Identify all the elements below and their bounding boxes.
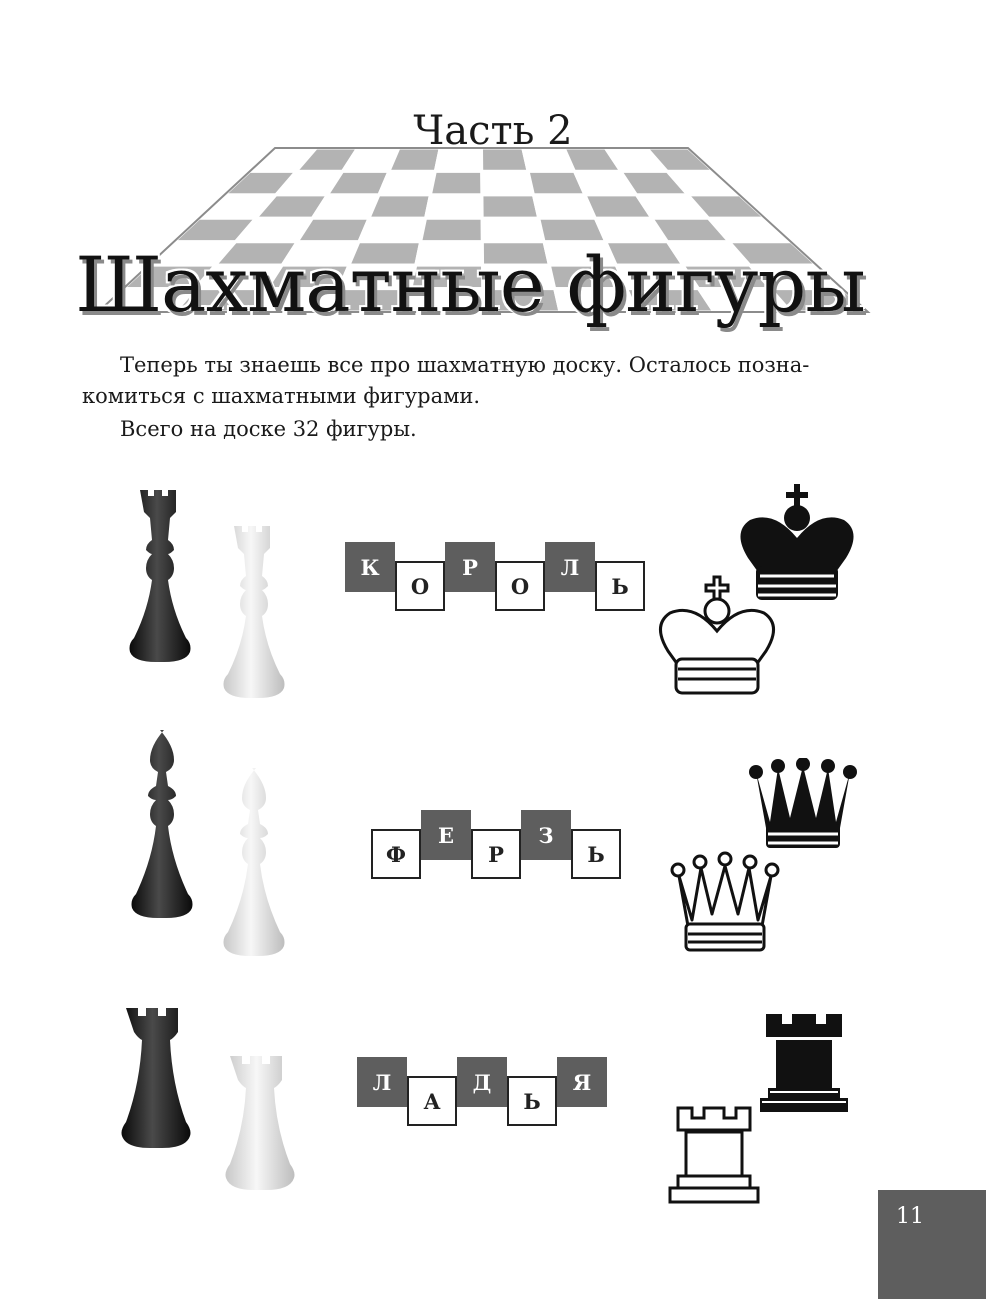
board-square (369, 195, 430, 218)
word-tile: Л (545, 542, 595, 592)
intro-line-2: комиться с шахматными фигурами. (82, 384, 481, 408)
part-label: Часть 2 (413, 108, 573, 154)
rook-3d-black-icon-2 (114, 1004, 194, 1154)
rook-3d-white-icon (212, 522, 292, 712)
word-tile: Я (557, 1057, 607, 1107)
board-square (421, 218, 483, 241)
queen-symbol-white-icon (666, 850, 784, 954)
board-square (430, 171, 482, 194)
bishop-3d-black-icon (120, 728, 200, 934)
page-number-box (878, 1190, 986, 1299)
board-square (426, 195, 483, 218)
page-number: 11 (896, 1204, 924, 1229)
word-tile: Л (357, 1057, 407, 1107)
board-square (482, 218, 544, 241)
word-tile: Ь (571, 829, 621, 879)
word-tile: Д (457, 1057, 507, 1107)
word-tile: Ь (507, 1076, 557, 1126)
rook-symbol-white-icon (668, 1104, 760, 1204)
board-square (379, 171, 435, 194)
bishop-3d-white-icon (212, 766, 292, 972)
rook-symbol-black-icon (758, 1010, 850, 1114)
board-square (482, 195, 539, 218)
board-square (359, 218, 426, 241)
queen-symbol-black-icon (744, 758, 862, 854)
intro-paragraph (82, 350, 882, 412)
word-tile: А (407, 1076, 457, 1126)
intro-paragraph-2 (82, 414, 882, 445)
word-tile: О (395, 561, 445, 611)
intro-line-3: Всего на доске 32 фигуры. (120, 417, 417, 441)
rook-3d-black-icon (118, 486, 198, 676)
word-tile: Е (421, 810, 471, 860)
word-tile: Ь (595, 561, 645, 611)
word-tile: З (521, 810, 571, 860)
word-tile: Р (445, 542, 495, 592)
word-tile: Ф (371, 829, 421, 879)
rook-3d-white-icon-2 (218, 1052, 298, 1194)
chapter-title: Шахматные фигуры (75, 240, 865, 329)
king-symbol-white-icon (654, 575, 780, 699)
word-tile: К (345, 542, 395, 592)
word-tile: Р (471, 829, 521, 879)
board-square (482, 171, 534, 194)
word-tile: О (495, 561, 545, 611)
intro-line-1: Теперь ты знаешь все про шахматную доску. Осталось позна- (120, 353, 810, 377)
